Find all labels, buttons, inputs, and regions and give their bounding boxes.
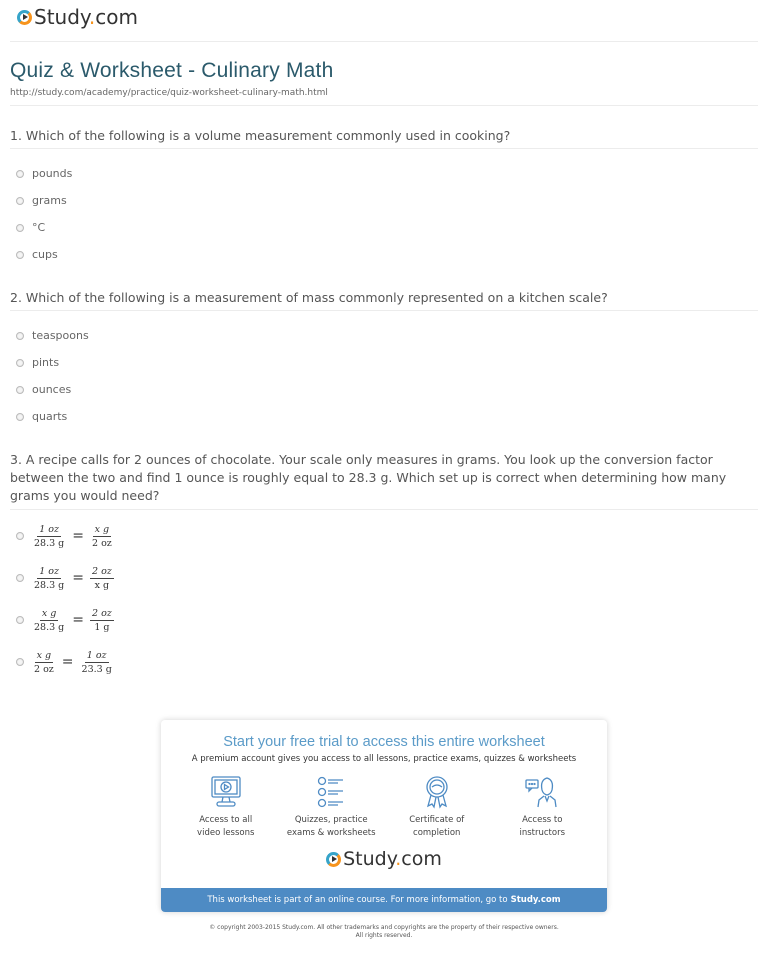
answer-option[interactable] — [16, 403, 89, 430]
option-label: cups — [32, 248, 58, 261]
feature-video-lessons: Access to all video lessons — [176, 774, 276, 840]
question-2-divider — [10, 310, 758, 311]
promo-info-bar — [161, 888, 607, 912]
certificate-icon — [419, 774, 455, 810]
play-circle-icon — [326, 852, 341, 867]
radio-button[interactable] — [16, 197, 24, 205]
answer-option[interactable] — [16, 187, 72, 214]
fraction-right: $\frac{2 oz}{\text{x g}}$ — [92, 565, 112, 591]
equation: $\frac{\text{x g}}{2 oz}$ = $\frac{1 oz}{23.3 g}$ — [34, 649, 112, 675]
radio-button[interactable] — [16, 658, 24, 666]
radio-button[interactable] — [16, 332, 24, 340]
question-3-divider — [10, 509, 758, 510]
option-label: grams — [32, 194, 67, 207]
answer-option[interactable] — [16, 241, 72, 268]
fraction-left: $\frac{\text{x g}}{2 oz}$ — [34, 649, 54, 675]
premium-promo-box — [161, 720, 607, 912]
fraction-right: $\frac{\text{x g}}{2 oz}$ — [92, 523, 112, 549]
feature-certificate: Certificate of completion — [387, 774, 487, 840]
question-2-options — [16, 322, 89, 430]
answer-option[interactable] — [16, 160, 72, 187]
radio-button[interactable] — [16, 574, 24, 582]
option-label: ounces — [32, 383, 72, 396]
answer-option[interactable] — [16, 557, 114, 599]
instructor-icon — [524, 774, 560, 810]
answer-option[interactable] — [16, 515, 114, 557]
equation: $\frac{1 oz}{28.3 g}$ = $\frac{2 oz}{\text{x g}}$ — [34, 565, 112, 591]
question-3-options — [16, 515, 114, 683]
option-label: °C — [32, 221, 46, 234]
radio-button[interactable] — [16, 170, 24, 178]
answer-option[interactable] — [16, 349, 89, 376]
fraction-right: $\frac{2 oz}{1 g}$ — [92, 607, 112, 633]
radio-button[interactable] — [16, 359, 24, 367]
option-label: pounds — [32, 167, 73, 180]
question-3-text: 3. A recipe calls for 2 ounces of chocolate. Your scale only measures in grams. You look up the conversion factor between the two and find 1 ounce is roughly equal to 28.3 g. Which set up is correct when determining how many grams you would need? — [10, 452, 727, 503]
option-label: quarts — [32, 410, 68, 423]
option-label: pints — [32, 356, 60, 369]
fraction-left: $\frac{\text{x g}}{28.3 g}$ — [34, 607, 65, 633]
answer-option[interactable] — [16, 599, 114, 641]
promo-bar-text: This worksheet is part of an online course. For more information, go to — [207, 895, 508, 905]
promo-study-logo[interactable]: Study.com — [161, 848, 607, 870]
fraction-left: $\frac{1 oz}{28.3 g}$ — [34, 523, 65, 549]
copyright-footer: © copyright 2003-2015 Study.com. All other trademarks and copyrights are the property of their respective owners. All rights reserved. — [209, 924, 559, 939]
question-1-options — [16, 160, 72, 268]
answer-option[interactable] — [16, 214, 72, 241]
feature-quizzes: Quizzes, practice exams & worksheets — [281, 774, 381, 840]
equation: $\frac{1 oz}{28.3 g}$ = $\frac{\text{x g}}{2 oz}$ — [34, 523, 112, 549]
question-1-text: 1. Which of the following is a volume measurement commonly used in cooking? — [10, 128, 511, 143]
option-label: teaspoons — [32, 329, 89, 342]
radio-button[interactable] — [16, 386, 24, 394]
title-divider — [10, 105, 758, 106]
radio-button[interactable] — [16, 224, 24, 232]
page-url: http://study.com/academy/practice/quiz-worksheet-culinary-math.html — [10, 88, 328, 98]
equation: $\frac{\text{x g}}{28.3 g}$ = $\frac{2 oz}{1 g}$ — [34, 607, 112, 633]
radio-button[interactable] — [16, 413, 24, 421]
quiz-list-icon — [313, 774, 349, 810]
fraction-left: $\frac{1 oz}{28.3 g}$ — [34, 565, 65, 591]
feature-list — [161, 774, 607, 840]
page-title: Quiz & Worksheet - Culinary Math — [10, 59, 334, 82]
question-1-divider — [10, 148, 758, 149]
radio-button[interactable] — [16, 532, 24, 540]
promo-subtitle: A premium account gives you access to all lessons, practice exams, quizzes & worksheets — [191, 754, 577, 764]
radio-button[interactable] — [16, 616, 24, 624]
video-lesson-icon — [208, 774, 244, 810]
fraction-right: $\frac{1 oz}{23.3 g}$ — [81, 649, 112, 675]
radio-button[interactable] — [16, 251, 24, 259]
logo-text: Study.com — [34, 5, 138, 29]
feature-instructors: Access to instructors — [492, 774, 592, 840]
question-2-text: 2. Which of the following is a measurement of mass commonly represented on a kitchen scale? — [10, 290, 608, 305]
answer-option[interactable] — [16, 641, 114, 683]
promo-title[interactable]: Start your free trial to access this entire worksheet — [223, 734, 545, 750]
play-circle-icon — [17, 10, 32, 25]
answer-option[interactable] — [16, 322, 89, 349]
header-divider — [10, 41, 758, 42]
study-logo[interactable] — [17, 5, 138, 29]
study-link[interactable]: Study.com — [510, 895, 561, 905]
answer-option[interactable] — [16, 376, 89, 403]
